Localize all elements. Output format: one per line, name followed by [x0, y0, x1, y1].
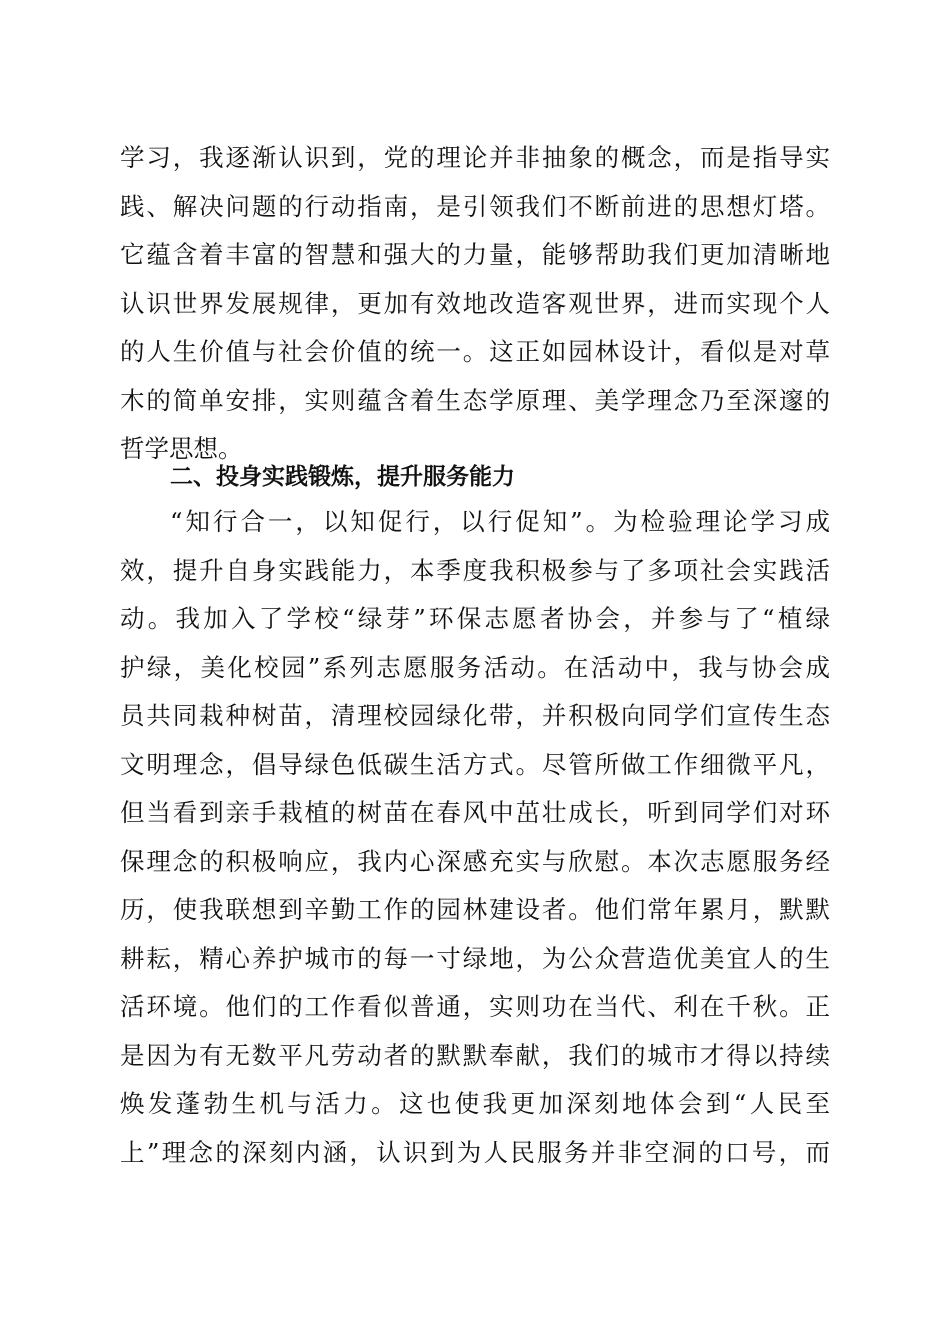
paragraph-line: 上”理念的深刻内涵，认识到为人民服务并非空洞的口号，而 [120, 1138, 830, 1167]
paragraph-line: 历，使我联想到辛勤工作的园林建设者。他们常年累月，默默 [120, 895, 830, 924]
paragraph-line: 焕发蓬勃生机与活力。这也使我更加深刻地体会到“人民至 [120, 1089, 830, 1118]
paragraph-line: 护绿，美化校园”系列志愿服务活动。在活动中，我与协会成 [120, 653, 830, 682]
paragraph-line: 效，提升自身实践能力，本季度我积极参与了多项社会实践活 [120, 556, 830, 585]
paragraph-line: “知行合一，以知促行，以行促知”。为检验理论学习成 [170, 507, 830, 536]
paragraph-line: 它蕴含着丰富的智慧和强大的力量，能够帮助我们更加清晰地 [120, 240, 830, 269]
paragraph-line: 哲学思想。 [120, 434, 243, 463]
paragraph-line: 活环境。他们的工作看似普通，实则功在当代、利在千秋。正 [120, 992, 830, 1021]
paragraph-line: 认识世界发展规律，更加有效地改造客观世界，进而实现个人 [120, 289, 830, 318]
paragraph-line: 木的简单安排，实则蕴含着生态学原理、美学理念乃至深邃的 [120, 386, 830, 415]
paragraph-line: 但当看到亲手栽植的树苗在春风中茁壮成长，听到同学们对环 [120, 798, 830, 827]
paragraph-line: 学习，我逐渐认识到，党的理论并非抽象的概念，而是指导实 [120, 143, 830, 172]
paragraph-line: 是因为有无数平凡劳动者的默默奉献，我们的城市才得以持续 [120, 1041, 830, 1070]
paragraph-line: 员共同栽种树苗，清理校园绿化带，并积极向同学们宣传生态 [120, 701, 830, 730]
paragraph-line: 文明理念，倡导绿色低碳生活方式。尽管所做工作细微平凡， [120, 750, 830, 779]
section-heading: 二、投身实践锻炼，提升服务能力 [170, 464, 515, 490]
paragraph-line: 耕耘，精心养护城市的每一寸绿地，为公众营造优美宜人的生 [120, 944, 830, 973]
paragraph-line: 动。我加入了学校“绿芽”环保志愿者协会，并参与了“植绿 [120, 604, 830, 633]
paragraph-line: 践、解决问题的行动指南，是引领我们不断前进的思想灯塔。 [120, 192, 830, 221]
paragraph-line: 保理念的积极响应，我内心深感充实与欣慰。本次志愿服务经 [120, 847, 830, 876]
paragraph-line: 的人生价值与社会价值的统一。这正如园林设计，看似是对草 [120, 337, 830, 366]
